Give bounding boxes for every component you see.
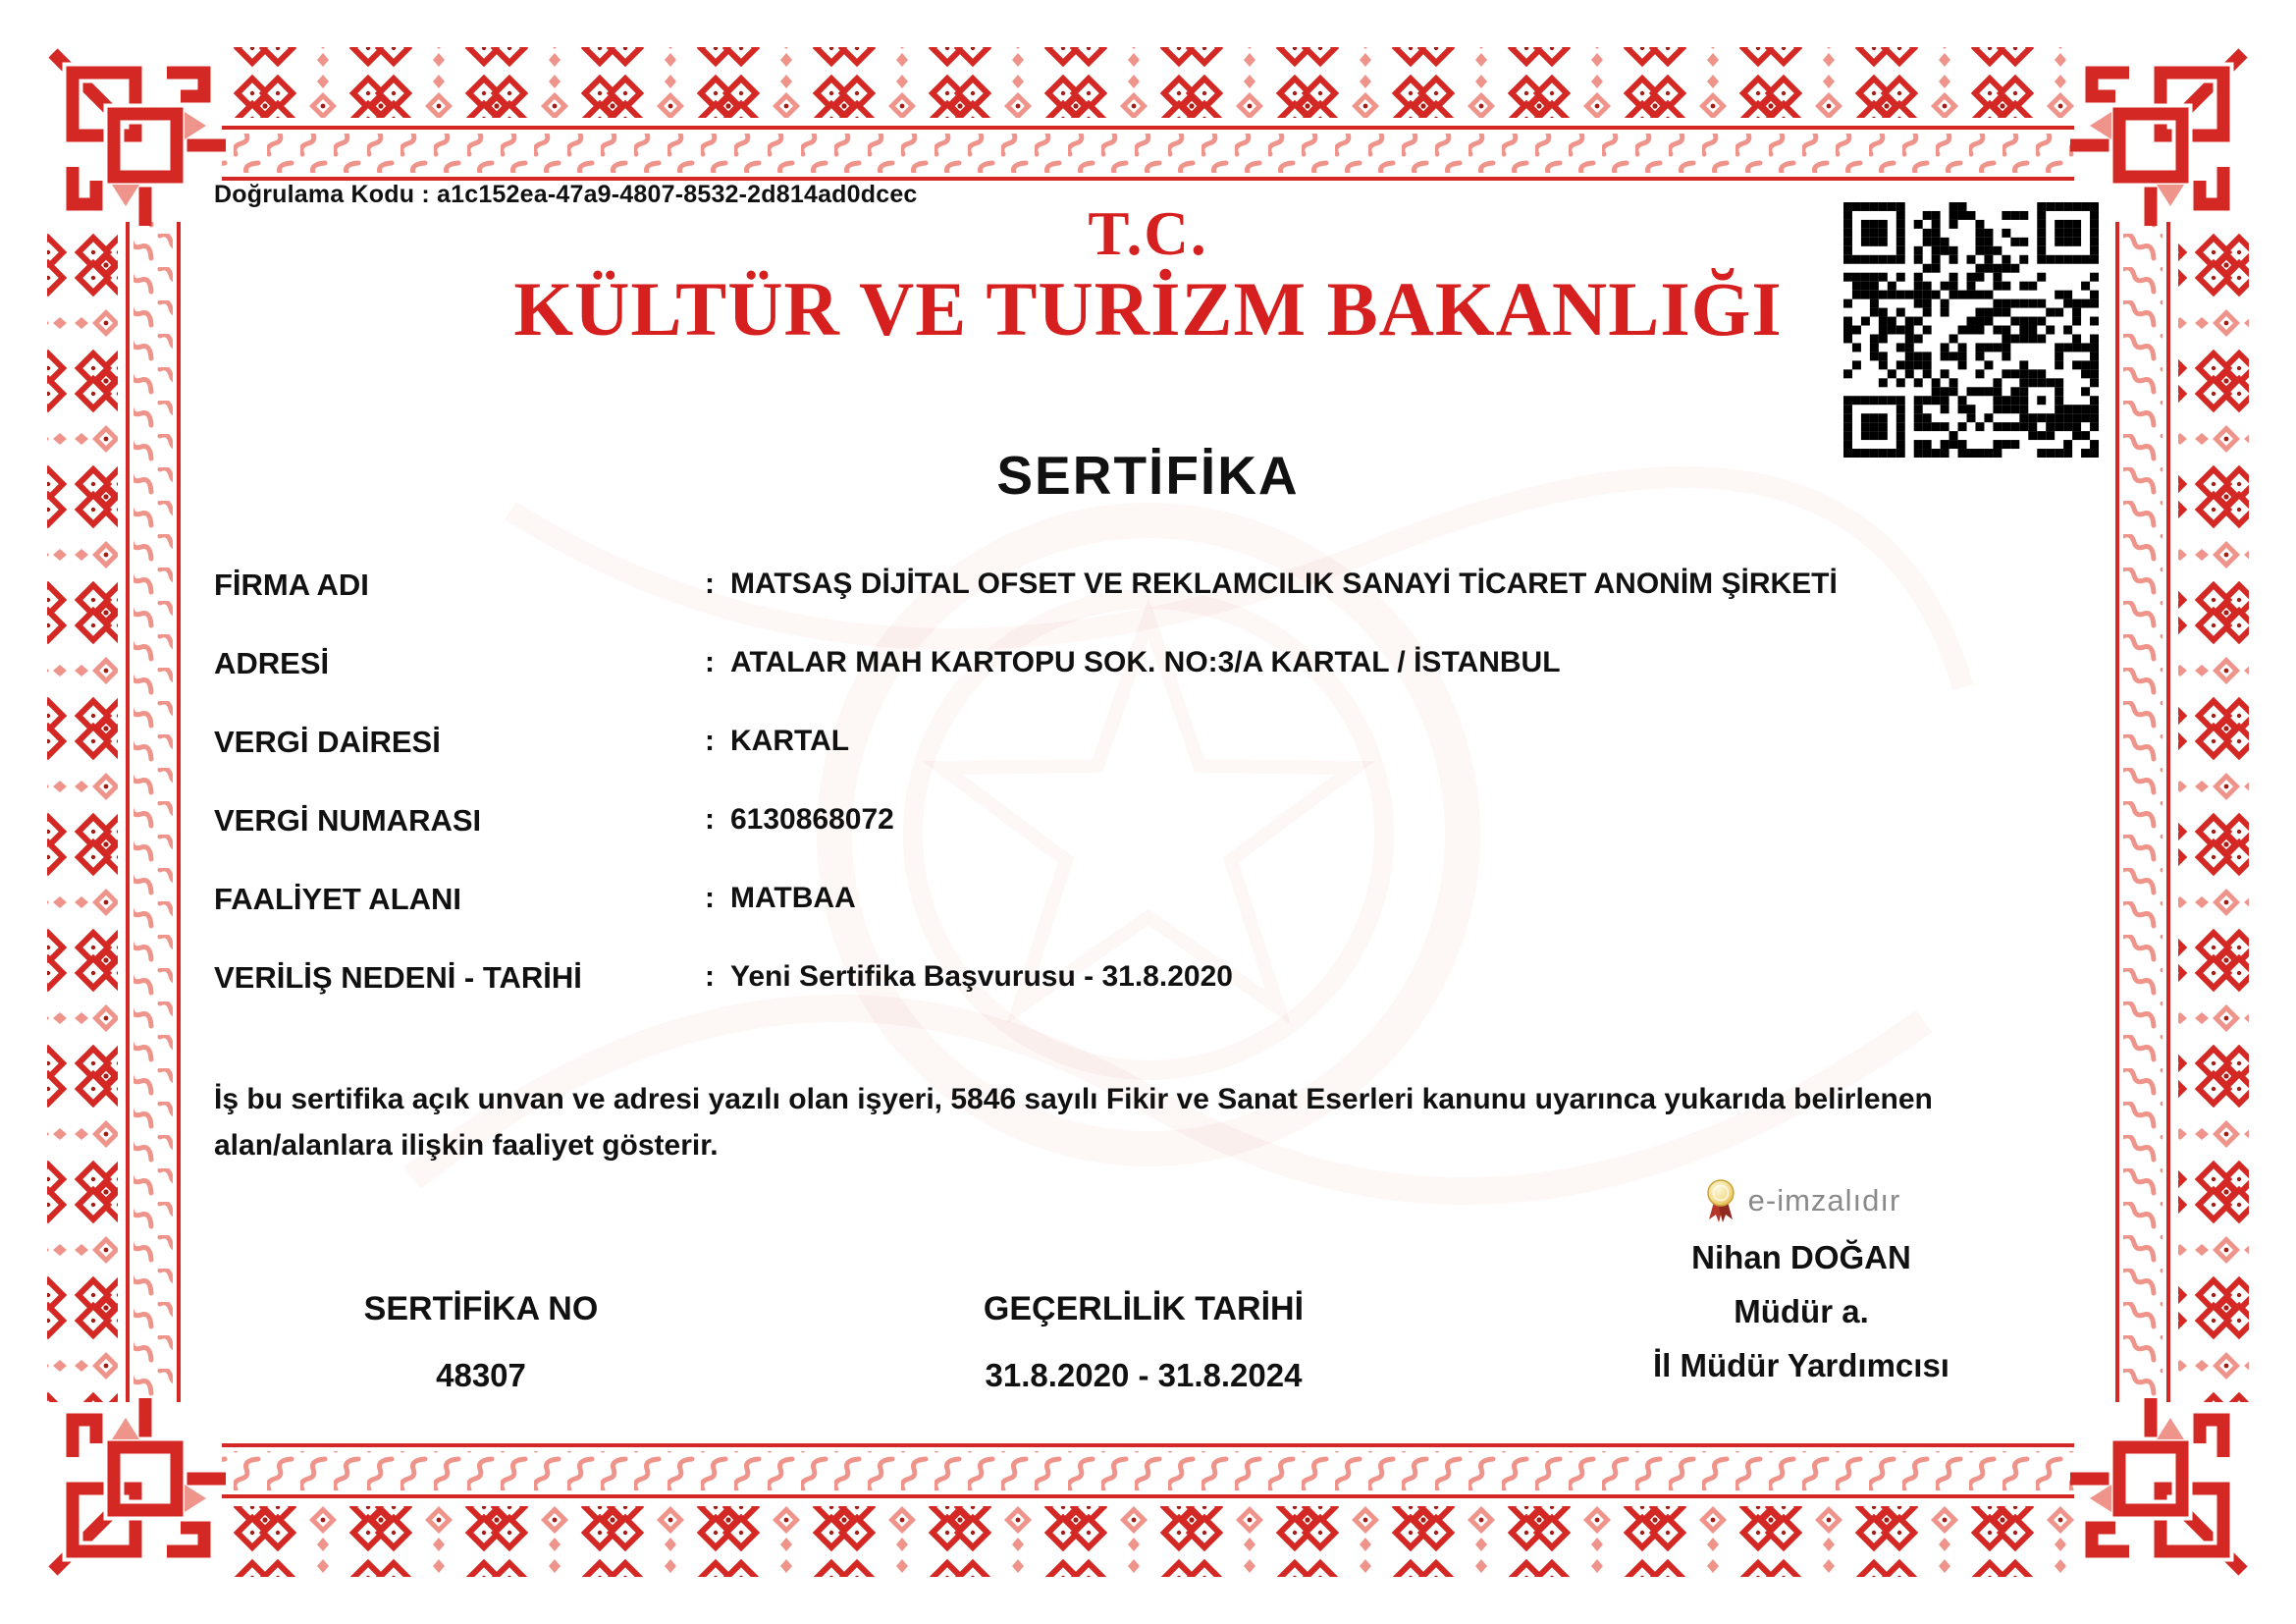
- field-row: [214, 882, 2128, 960]
- field-label: FAALİYET ALANI: [214, 882, 462, 916]
- validity-block: [888, 1290, 1399, 1394]
- field-colon: :: [705, 725, 715, 757]
- esign-row: [1541, 1176, 2061, 1225]
- field-value: MATBAA: [730, 882, 856, 914]
- field-row: [214, 960, 2128, 1039]
- field-row: [214, 646, 2128, 725]
- field-row: [214, 725, 2128, 803]
- certificate-no-block: [226, 1290, 736, 1394]
- republic-abbrev: T.C.: [1088, 199, 1208, 268]
- field-colon: :: [705, 646, 715, 678]
- rosette-seal-icon: [1702, 1178, 1739, 1223]
- esign-label: e-imzalıdır: [1747, 1183, 1901, 1218]
- field-row: [214, 803, 2128, 882]
- field-colon: :: [705, 803, 715, 836]
- certificate-no-value: 48307: [436, 1357, 526, 1393]
- certificate-title: SERTİFİKA: [996, 445, 1300, 506]
- field-row: [214, 568, 2128, 646]
- signer-title: Müdür a.: [1734, 1293, 1869, 1329]
- validity-label: GEÇERLİLİK TARİHİ: [983, 1290, 1305, 1327]
- field-label: FİRMA ADI: [214, 568, 369, 602]
- validity-value: 31.8.2020 - 31.8.2024: [985, 1357, 1303, 1393]
- verification-code: Doğrulama Kodu : a1c152ea-47a9-4807-8532-2d814ad0dcec: [214, 181, 918, 208]
- field-colon: :: [705, 568, 715, 600]
- qr-code: [1843, 202, 2099, 458]
- field-label: ADRESİ: [214, 646, 330, 680]
- statement-paragraph: [214, 1076, 2172, 1168]
- field-value: Yeni Sertifika Başvurusu - 31.8.2020: [730, 960, 1233, 993]
- field-value: 6130868072: [730, 803, 894, 836]
- field-value: KARTAL: [730, 725, 850, 757]
- signature-block: [1541, 1176, 2061, 1392]
- fields-table: [214, 568, 2128, 1039]
- certificate-no-label: SERTİFİKA NO: [363, 1290, 599, 1327]
- field-value: MATSAŞ DİJİTAL OFSET VE REKLAMCILIK SANAYİ TİCARET ANONİM ŞİRKETİ: [730, 568, 1838, 600]
- ministry-name: KÜLTÜR VE TURİZM BAKANLIĞI: [513, 266, 1783, 352]
- field-label: VERGİ NUMARASI: [214, 803, 482, 838]
- field-value: ATALAR MAH KARTOPU SOK. NO:3/A KARTAL / İSTANBUL: [730, 646, 1561, 678]
- field-label: VERGİ DAİRESİ: [214, 725, 441, 759]
- field-colon: :: [705, 960, 715, 993]
- field-colon: :: [705, 882, 715, 914]
- statement-line: alan/alanlara ilişkin faaliyet gösterir.: [214, 1129, 719, 1162]
- statement-line: İş bu sertifika açık unvan ve adresi yazılı olan işyeri, 5846 sayılı Fikir ve Sanat Eserleri kanunu uyarınca yukarıda belirlenen: [214, 1083, 1933, 1115]
- signer-title: İl Müdür Yardımcısı: [1653, 1347, 1949, 1383]
- signer-name: Nihan DOĞAN: [1691, 1239, 1911, 1275]
- field-label: VERİLİŞ NEDENİ - TARİHİ: [214, 960, 582, 995]
